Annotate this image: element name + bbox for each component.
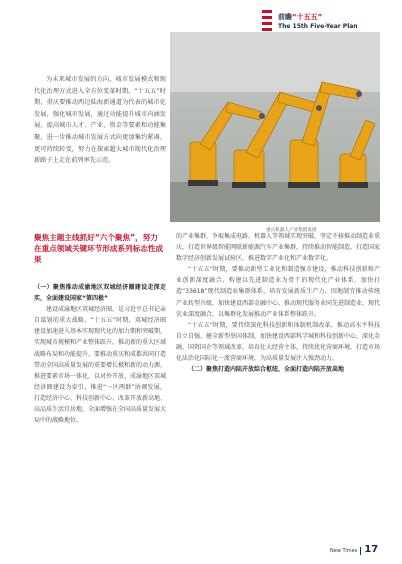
column-title-highlight: “十五五” bbox=[292, 13, 323, 21]
footer-magazine-name: New Times bbox=[330, 548, 358, 554]
photo-caption: 重庆机器人产业集群发展 bbox=[266, 228, 317, 233]
section-title: 聚焦主题主线抓好“六个聚焦”，努力在重点领域关键环节形成系列标志性成果 bbox=[34, 233, 164, 264]
column-title bbox=[278, 12, 322, 22]
robot-arms-illustration bbox=[170, 32, 380, 222]
intro-paragraph: 为未来城市发展的方向，城市发展模式和现代化治理方式进入全方位变革时期。“十五五”时期，重庆要推动西边陆海新通道为代表的城市化发展，强化城市发展，通过功能提升城市内涵发展。提高城市人才、产业、资金等要素和功能集聚，进一步推动城市发展方式向更加集约紧凑、更可持续转变，努力在探索超大城市现代化治理新路子上走在前列率先示范。 bbox=[34, 76, 166, 165]
footer-separator bbox=[360, 547, 361, 555]
page-number: 17 bbox=[364, 544, 379, 555]
left-subheading: （一）聚焦推动成渝地区双城经济圈建设走深走实，全面建设国家“第四极” bbox=[34, 284, 166, 303]
right-paragraph: “十五五”时期，要持续深化科技创新和体制机制改革，推动高水平科技自立自强，健全新型举国体制，加快建设西部科学城和科技创新中心，深化金融、国资国企等领域改革，培育壮大经营主体，持续优化营商环境，打造市场化法治化国际化一流营商环境，为高质量发展注入强劲动力。 bbox=[176, 321, 381, 363]
right-paragraph: 的产业集群，争取集成电路、机器人等领域实现突破，坚定不移推动制造业重庆，打造世界级智能网联新能源汽车产业集群，持续推动智能制造，打造国家数字经济创新发展试验区，推进数字产业化和产业数字化。 bbox=[176, 233, 381, 263]
left-paragraph: 建设成渝地区双城经济圈，是习近平总书记亲自谋划的重大战略。“十五五”时期，双城经济圈建设加速进入基本实现现代化的加力期和突破期，实现城市规模和产业整体跃升，推动新的重大区域战略布局和功能提升。要推动重庆和成都共同打造带动全国高质量发展的重要增长极和新的动力源，推进要素市场一体化，以对外开放、成渝地区双城经济圈建设为牵引，推进“一区两群”协调发展，打造经济中心、科技创新中心、改革开放新高地、高品质生活宜居地，全面增强在全国高质量发展大局中的战略地位。 bbox=[34, 306, 167, 425]
right-column bbox=[176, 231, 380, 375]
right-paragraph: “十五五”时期，要推动新型工业化和制造强市建设，推动科技创新和产业创新深度融合，构建以先进制造业为骨干的现代化产业体系，加快打造“33618”现代制造业集群体系，培育发展新质生产力，因地制宜推动传统产业转型升级，加快建设西部金融中心，推动现代服务业同先进制造业、现代农业深度融合，以集群化发展推动产业体系整体跃升。 bbox=[176, 266, 381, 318]
left-column bbox=[34, 282, 166, 426]
robot-arm-photo bbox=[170, 32, 380, 222]
column-title-prefix: 前瞻 bbox=[278, 13, 292, 21]
page-footer bbox=[330, 544, 378, 555]
column-subtitle: The 15th Five-Year Plan bbox=[278, 23, 358, 30]
right-subheading: （二）聚焦打造内陆开放综合枢纽，全面打造内陆开放高地 bbox=[188, 366, 345, 374]
intro-text bbox=[34, 74, 166, 167]
